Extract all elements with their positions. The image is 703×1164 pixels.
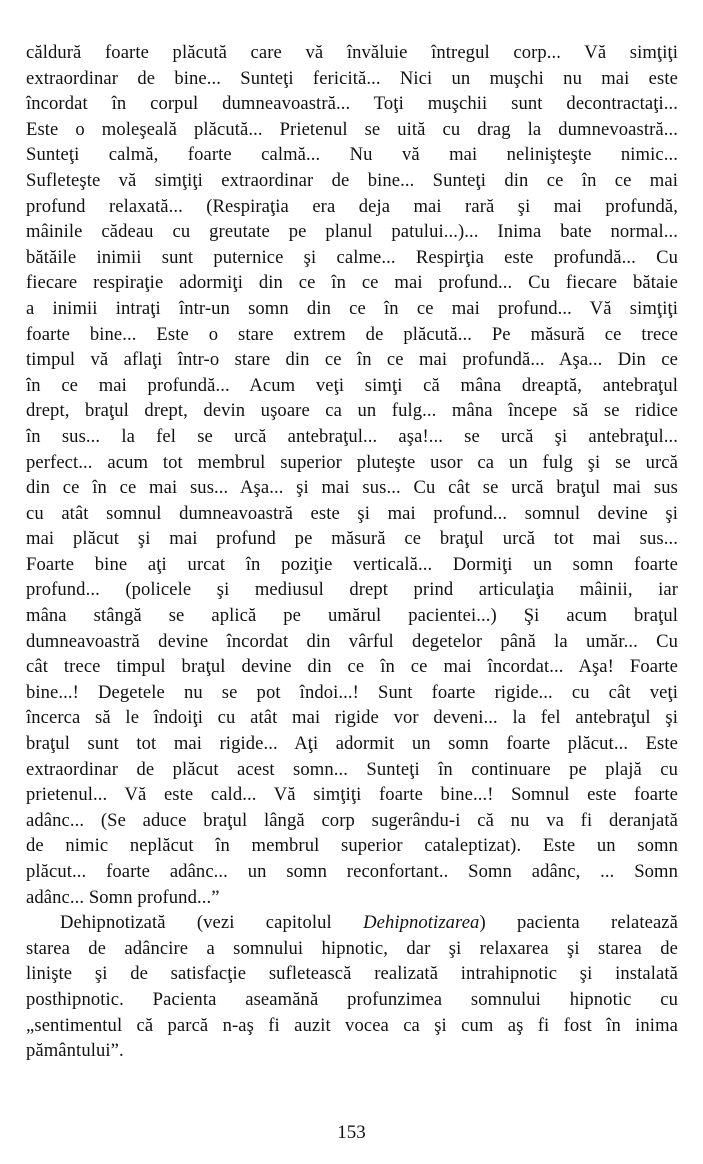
- text-line: Sunteţi calmă, foarte calmă... Nu vă mai nelinişteşte nimic...: [26, 144, 678, 166]
- text-line: bine...! Degetele nu se pot îndoi...! Sunt foarte rigide... cu cât veţi: [26, 681, 678, 703]
- text-line: linişte şi de satisfacţie sufletească realizată intrahipnotic şi instalată: [26, 963, 678, 985]
- text-line: cu atât somnul dumneavoastră este şi mai profund... somnul devine şi: [26, 502, 678, 524]
- text-line: starea de adâncire a somnului hipnotic, dar şi relaxarea şi starea de: [26, 937, 678, 959]
- text-line: fiecare respiraţie adormiţi din ce în ce mai profund... Cu fiecare bătaie: [26, 272, 678, 294]
- text-line: de nimic neplăcut în membrul superior cataleptizat). Este un somn: [26, 835, 678, 857]
- text-line: foarte bine... Este o stare extrem de plăcută... Pe măsură ce trece: [26, 323, 678, 345]
- text-line: „sentimentul că parcă n-aş fi auzit vocea ca şi cum aş fi fost în inima: [26, 1014, 678, 1036]
- paragraph-2-first-line: [26, 910, 678, 936]
- page-number: 153: [337, 1122, 366, 1143]
- text-line: drept, braţul drept, devin uşoare ca un fulg... mâna începe să se ridice: [26, 400, 678, 422]
- text-line: adânc... Somn profund...”: [26, 886, 220, 908]
- text-line: în ce mai profundă... Acum veţi simţi că mâna dreaptă, antebraţul: [26, 374, 678, 396]
- body-text: [26, 40, 678, 1064]
- text-line: mâna stângă se aplică pe umărul pacientei...) Şi acum braţul: [26, 605, 678, 627]
- chapter-reference: Dehipnotizarea: [363, 912, 480, 934]
- text-line: Este o moleşeală plăcută... Prietenul se uită cu drag la dumnevoastră...: [26, 118, 678, 140]
- text-line: dumneavoastră devine încordat din vârful degetelor până la umăr... Cu: [26, 630, 678, 652]
- text-line: pământului”.: [26, 1040, 124, 1062]
- text-line: adânc... (Se aduce braţul lângă corp sugerându-i că nu va fi deranjată: [26, 809, 678, 831]
- text-line: încerca să le îndoiţi cu atât mai rigide vor deveni... la fel antebraţul şi: [26, 707, 678, 729]
- text-line: profund... (policele şi mediusul drept prind articulaţia mâinii, iar: [26, 579, 678, 601]
- paragraph-2-lead-rest: ) pacienta relatează: [479, 912, 678, 934]
- text-line: mâinile cădeau cu greutate pe planul patului...)... Inima bate normal...: [26, 221, 678, 243]
- text-line: mai plăcut şi mai profund pe măsură ce braţul urcă tot mai sus...: [26, 528, 678, 550]
- text-line: a inimii intraţi într-un somn din ce în ce mai profund... Vă simţiţi: [26, 297, 678, 319]
- text-line: prietenul... Vă este cald... Vă simţiţi foarte bine...! Somnul este foarte: [26, 784, 678, 806]
- text-line: în sus... la fel se urcă antebraţul... aşa!... se urcă şi antebraţul...: [26, 425, 678, 447]
- text-line: posthipnotic. Pacienta aseamănă profunzimea somnului hipnotic cu: [26, 988, 678, 1010]
- text-line: din ce în ce mai sus... Aşa... şi mai sus... Cu cât se urcă braţul mai sus: [26, 477, 678, 499]
- text-line: perfect... acum tot membrul superior pluteşte usor ca un fulg şi se urcă: [26, 451, 678, 473]
- text-line: Foarte bine aţi urcat în poziţie verticală... Dormiţi un somn foarte: [26, 553, 678, 575]
- text-line: bătăile inimii sunt puternice şi calme... Respirţia este profundă... Cu: [26, 246, 678, 268]
- text-line: profund relaxată... (Respiraţia era deja mai rară şi mai profundă,: [26, 195, 678, 217]
- paragraph-2: [26, 910, 678, 1064]
- text-line: încordat în corpul dumneavoastră... Toţi muşchii sunt decontractaţi...: [26, 93, 678, 115]
- text-line: extraordinar de bine... Sunteţi fericită... Nici un muşchi nu mai este: [26, 67, 678, 89]
- text-line: braţul sunt tot mai rigide... Aţi adormit un somn foarte plăcut... Este: [26, 733, 678, 755]
- text-line: Sufleteşte vă simţiţi extraordinar de bine... Sunteţi din ce în ce mai: [26, 169, 678, 191]
- text-line: cât trece timpul braţul devine din ce în ce mai încordat... Aşa! Foarte: [26, 656, 678, 678]
- text-line: timpul vă aflaţi într-o stare din ce în ce mai profundă... Aşa... Din ce: [26, 349, 678, 371]
- paragraph-1: [26, 40, 678, 910]
- text-line: plăcut... foarte adânc... un somn reconfortant.. Somn adânc, ... Somn: [26, 861, 678, 882]
- text-line: extraordinar de plăcut acest somn... Sunteţi în continuare pe plajă cu: [26, 758, 678, 780]
- paragraph-2-lead: Dehipnotizată (vezi capitolul: [60, 912, 364, 934]
- text-line: căldură foarte plăcută care vă învăluie întregul corp... Vă simţiţi: [26, 42, 678, 63]
